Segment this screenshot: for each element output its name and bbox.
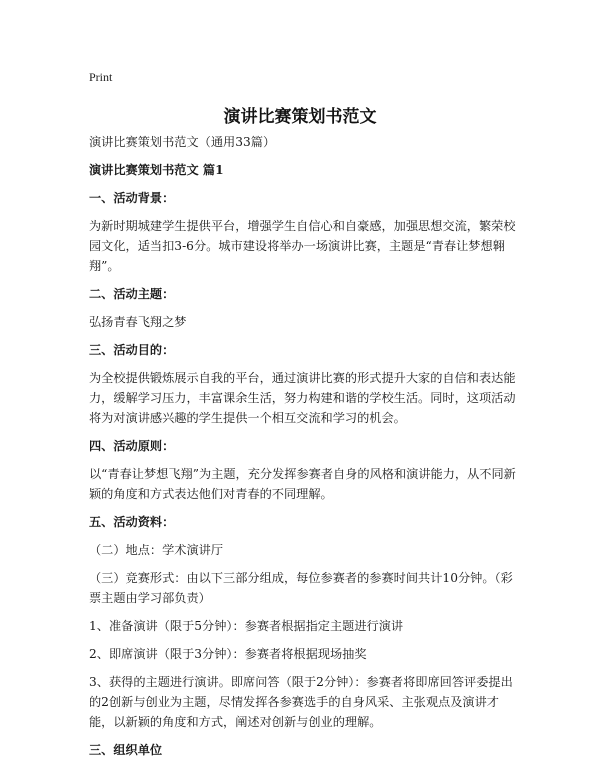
document-subtitle: 演讲比赛策划书范文（通用33篇） [89, 135, 276, 149]
paragraph-background: 为新时期城建学生提供平台，增强学生自信心和自豪感，加强思想交流，繁荣校园文化，适当扣3-6分。城市建设将举办一场演讲比赛，主题是“青春让梦想翱翔”。 [89, 219, 516, 273]
document-body [89, 132, 519, 768]
heading-materials: 五、活动资料： [89, 515, 175, 529]
print-link[interactable]: Print [89, 70, 113, 84]
heading-theme: 二、活动主题： [89, 287, 175, 301]
paragraph-prepared-speech: 1、准备演讲（限于5分钟）：参赛者根据指定主题进行演讲 [89, 619, 404, 633]
paragraph-principles: 以“青春让梦想飞翔”为主题，充分发挥参赛者自身的风格和演讲能力，从不同新颖的角度和方式表达他们对青春的不同理解。 [89, 467, 516, 501]
paragraph-qa: 3、获得的主题进行演讲。即席问答（限于2分钟）：参赛者将即席回答评委提出的2创新与创业为主题，尽情发挥各参赛选手的自身风采、主张观点及演讲才能，以新颖的角度和方式，阐述对创新与创业的理解。 [89, 675, 513, 729]
heading-background: 一、活动背景： [89, 191, 175, 205]
heading-principles: 四、活动原则： [89, 439, 175, 453]
paragraph-purpose: 为全校提供锻炼展示自我的平台，通过演讲比赛的形式提升大家的自信和表达能力，缓解学习压力，丰富课余生活，努力构建和谐的学校生活。同时，这项活动将为对演讲感兴趣的学生提供一个相互交流和学习的机会。 [89, 371, 516, 425]
paragraph-impromptu-speech: 2、即席演讲（限于3分钟）：参赛者将根据现场抽奖 [89, 647, 367, 661]
section-title: 演讲比赛策划书范文 篇1 [89, 163, 224, 177]
heading-organizer: 三、组织单位 [89, 743, 163, 757]
page-title: 演讲比赛策划书范文 [223, 107, 377, 127]
paragraph-theme: 弘扬青春飞翔之梦 [89, 315, 187, 329]
heading-purpose: 三、活动目的： [89, 343, 175, 357]
paragraph-competition-format: （三）竞赛形式：由以下三部分组成，每位参赛者的参赛时间共计10分钟。（彩票主题由学习部负责） [89, 571, 513, 605]
paragraph-location: （二）地点：学术演讲厅 [89, 543, 224, 557]
